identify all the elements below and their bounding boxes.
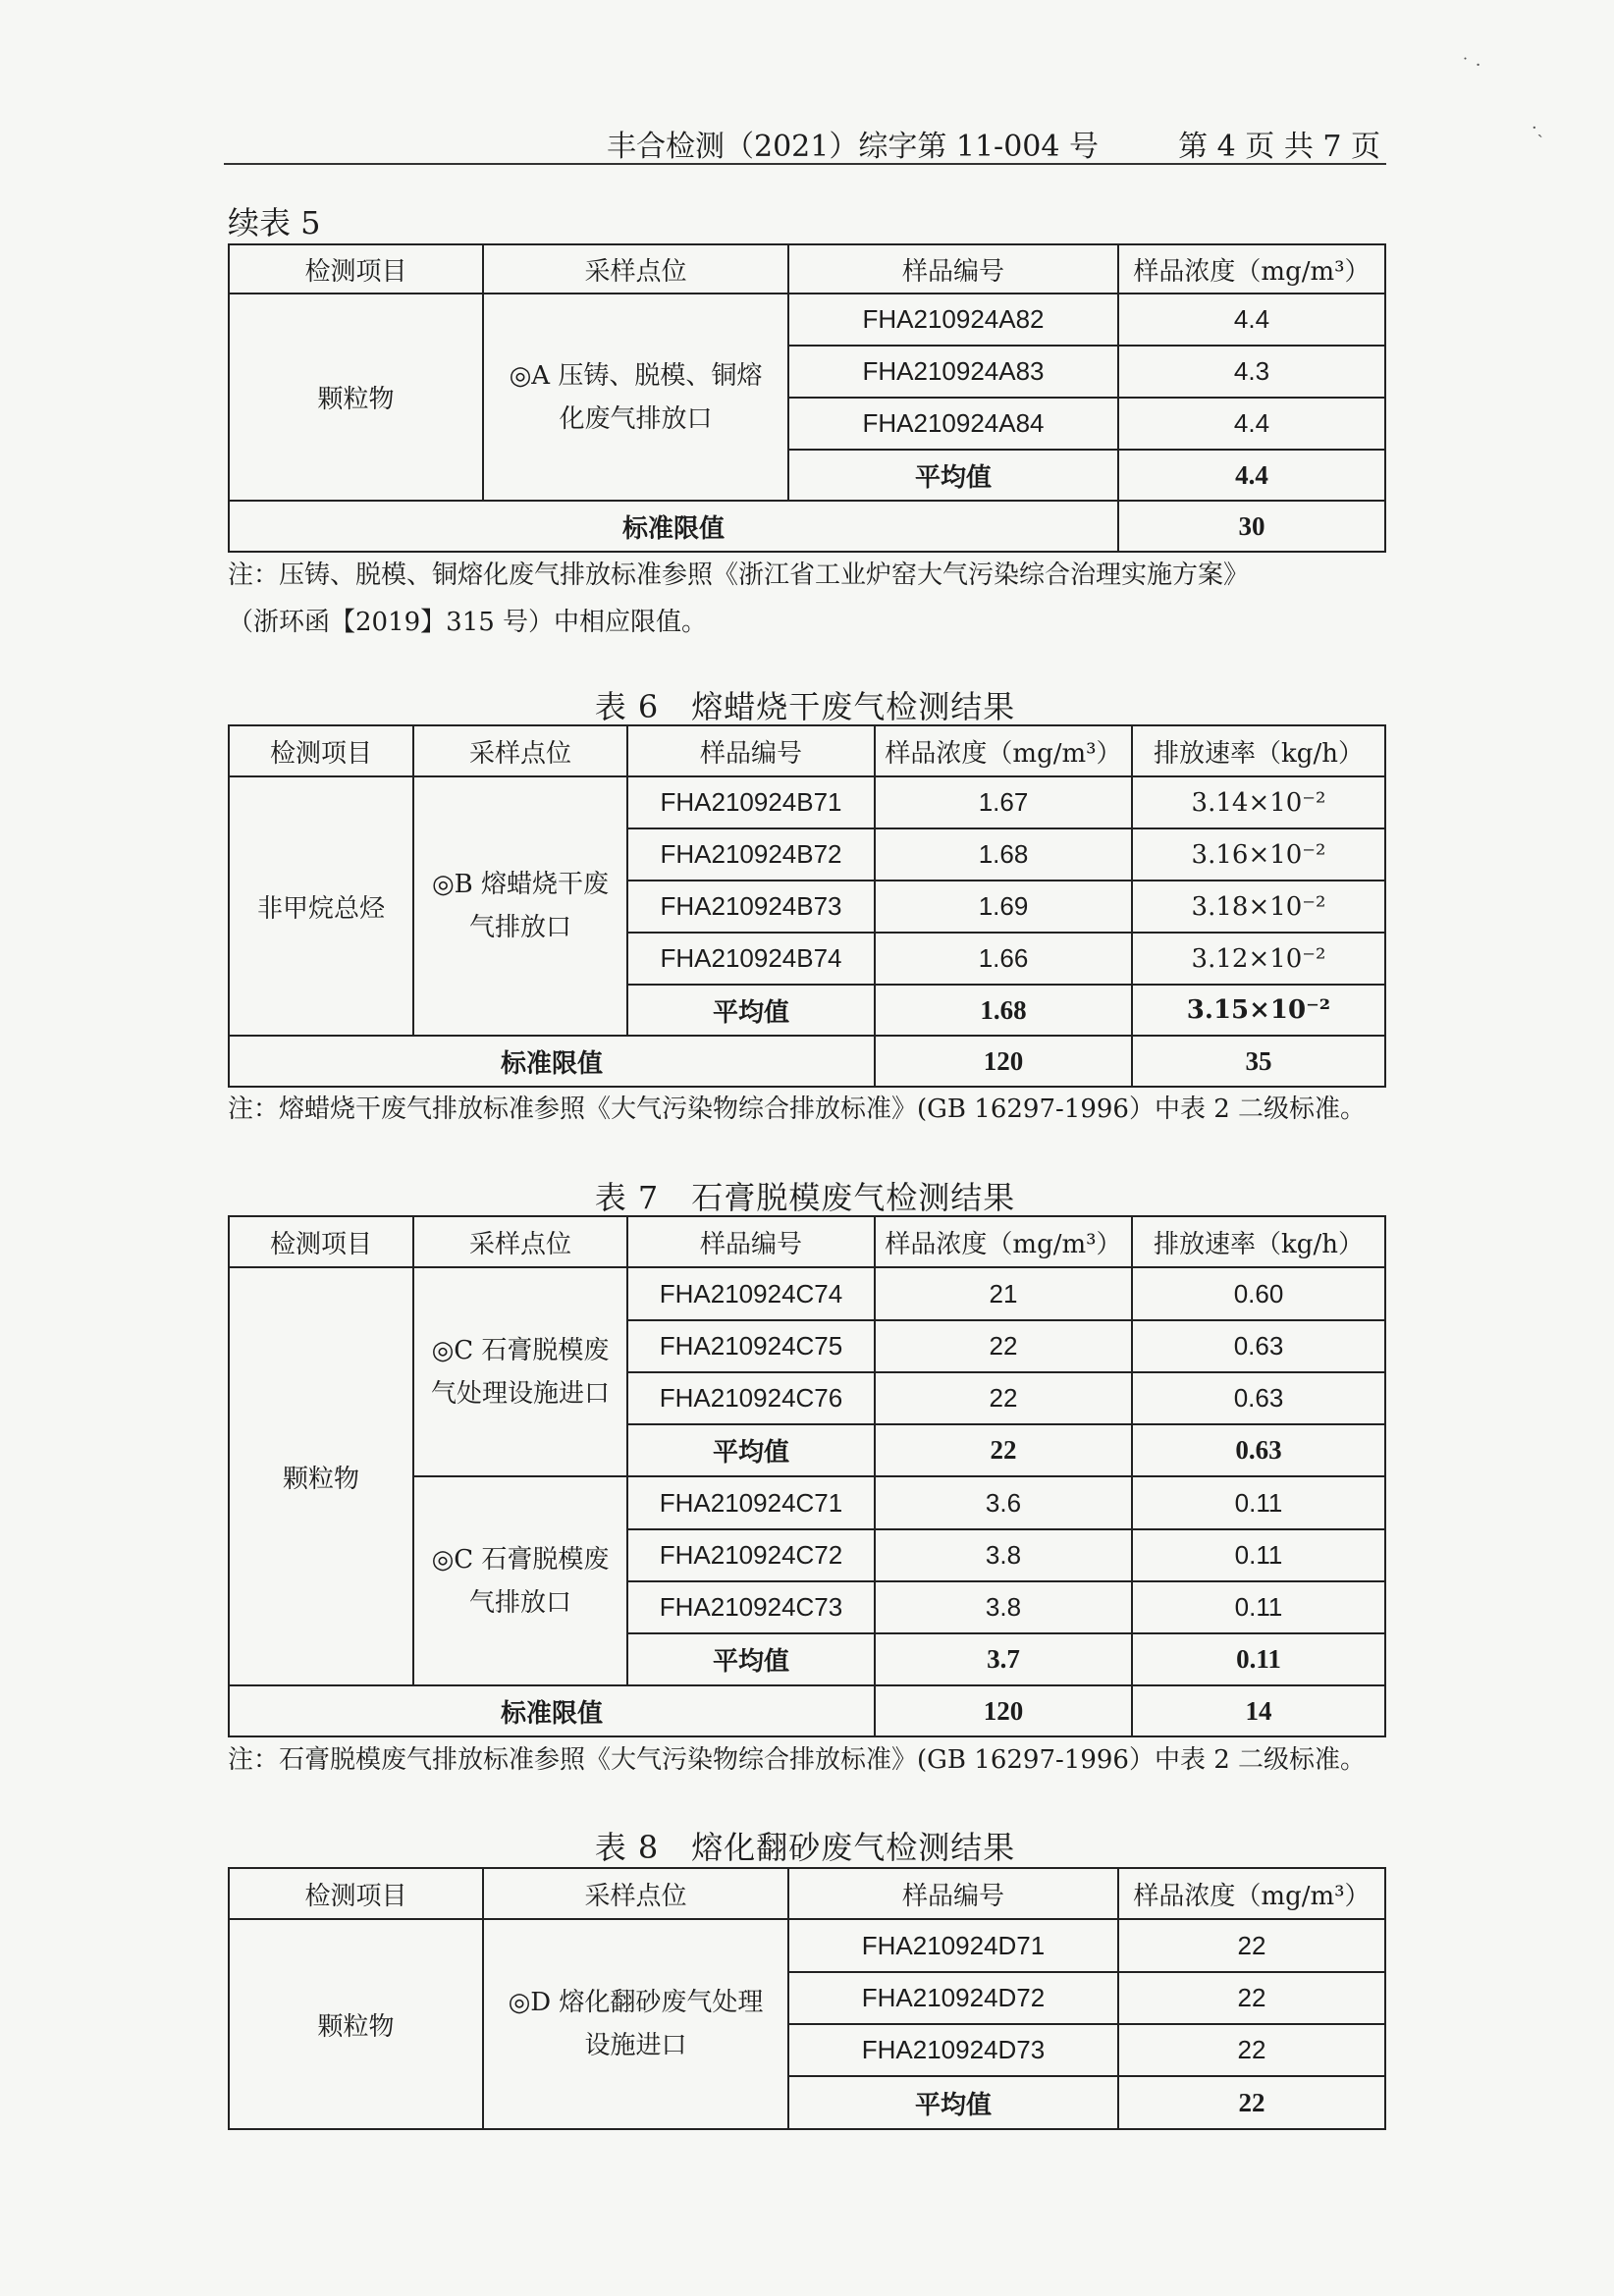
average-label: 平均值 — [788, 450, 1118, 501]
table-header-row — [229, 1868, 1385, 1919]
table8 — [228, 1867, 1386, 2130]
sampling-point-cell: ◎C 石膏脱模废气处理设施进口 — [413, 1267, 627, 1476]
average-concentration: 4.4 — [1118, 450, 1385, 501]
table5-note — [228, 552, 1396, 646]
average-concentration: 22 — [1118, 2076, 1385, 2129]
average-emission-rate: 0.63 — [1132, 1424, 1385, 1476]
header-cell: 排放速率（kg/h） — [1132, 1216, 1385, 1267]
sample-id-cell: FHA210924D72 — [788, 1972, 1118, 2024]
sample-id-cell: FHA210924D73 — [788, 2024, 1118, 2076]
sample-id-cell: FHA210924A84 — [788, 398, 1118, 450]
table-row — [229, 1267, 1385, 1320]
header-cell: 检测项目 — [229, 1216, 413, 1267]
sample-id-cell: FHA210924A82 — [788, 294, 1118, 346]
average-concentration: 1.68 — [875, 985, 1132, 1036]
limit-concentration: 120 — [875, 1036, 1132, 1087]
concentration-cell: 22 — [1118, 1919, 1385, 1972]
table-header-row — [229, 244, 1385, 294]
sampling-point-cell: ◎B 熔蜡烧干废气排放口 — [413, 776, 627, 1036]
header-cell: 排放速率（kg/h） — [1132, 725, 1385, 776]
sample-id-cell: FHA210924B74 — [627, 933, 875, 985]
sample-id-cell: FHA210924C76 — [627, 1372, 875, 1424]
note-line: 注：压铸、脱模、铜熔化废气排放标准参照《浙江省工业炉窑大气污染综合治理实施方案》 — [228, 561, 1250, 590]
sampling-point-cell: ◎C 石膏脱模废气排放口 — [413, 1476, 627, 1685]
limit-label: 标准限值 — [229, 1036, 875, 1087]
limit-row — [229, 501, 1385, 552]
table-row — [229, 776, 1385, 828]
emission-rate-cell: 3.16×10⁻² — [1132, 828, 1385, 881]
header-cell: 采样点位 — [483, 1868, 788, 1919]
sampling-point-cell: ◎D 熔化翻砂废气处理设施进口 — [483, 1919, 788, 2129]
limit-emission-rate: 35 — [1132, 1036, 1385, 1087]
header-cell: 样品浓度（mg/m³） — [1118, 244, 1385, 294]
header-cell: 检测项目 — [229, 725, 413, 776]
sample-id-cell: FHA210924C71 — [627, 1476, 875, 1529]
concentration-cell: 22 — [875, 1372, 1132, 1424]
table5 — [228, 243, 1386, 553]
table5-caption: 续表 5 — [228, 204, 321, 241]
sample-id-cell: FHA210924C72 — [627, 1529, 875, 1581]
limit-concentration: 30 — [1118, 501, 1385, 552]
header-cell: 采样点位 — [483, 244, 788, 294]
document-number: 丰合检测（2021）综字第 11-004 号 — [607, 130, 1099, 164]
item-cell: 颗粒物 — [229, 1919, 483, 2129]
table-header-row — [229, 1216, 1385, 1267]
emission-rate-cell: 3.12×10⁻² — [1132, 933, 1385, 985]
header-cell: 检测项目 — [229, 1868, 483, 1919]
sample-id-cell: FHA210924A83 — [788, 346, 1118, 398]
emission-rate-cell: 3.14×10⁻² — [1132, 776, 1385, 828]
table7-caption: 表 7 石膏脱模废气检测结果 — [594, 1179, 1016, 1216]
emission-rate-cell: 0.11 — [1132, 1581, 1385, 1633]
table7 — [228, 1215, 1386, 1737]
concentration-cell: 1.67 — [875, 776, 1132, 828]
limit-emission-rate: 14 — [1132, 1685, 1385, 1736]
header-cell: 样品浓度（mg/m³） — [875, 1216, 1132, 1267]
table-header-row — [229, 725, 1385, 776]
emission-rate-cell: 3.18×10⁻² — [1132, 881, 1385, 933]
sample-id-cell: FHA210924B72 — [627, 828, 875, 881]
concentration-cell: 22 — [875, 1320, 1132, 1372]
header-cell: 采样点位 — [413, 725, 627, 776]
average-label: 平均值 — [627, 1424, 875, 1476]
concentration-cell: 1.66 — [875, 933, 1132, 985]
sample-id-cell: FHA210924D71 — [788, 1919, 1118, 1972]
page-number: 第 4 页 共 7 页 — [1178, 130, 1380, 164]
item-cell: 非甲烷总烃 — [229, 776, 413, 1036]
average-emission-rate: 3.15×10⁻² — [1132, 985, 1385, 1036]
table-row — [229, 1919, 1385, 1972]
emission-rate-cell: 0.11 — [1132, 1529, 1385, 1581]
table8-caption: 表 8 熔化翻砂废气检测结果 — [594, 1829, 1016, 1866]
table6-note: 注：熔蜡烧干废气排放标准参照《大气污染物综合排放标准》(GB 16297-1996）中表 2 二级标准。 — [228, 1095, 1367, 1124]
header-cell: 检测项目 — [229, 244, 483, 294]
header-cell: 样品浓度（mg/m³） — [875, 725, 1132, 776]
sample-id-cell: FHA210924B71 — [627, 776, 875, 828]
concentration-cell: 4.3 — [1118, 346, 1385, 398]
emission-rate-cell: 0.63 — [1132, 1320, 1385, 1372]
sample-id-cell: FHA210924C74 — [627, 1267, 875, 1320]
concentration-cell: 3.8 — [875, 1581, 1132, 1633]
sample-id-cell: FHA210924C73 — [627, 1581, 875, 1633]
table6 — [228, 724, 1386, 1088]
emission-rate-cell: 0.11 — [1132, 1476, 1385, 1529]
sample-id-cell: FHA210924C75 — [627, 1320, 875, 1372]
limit-concentration: 120 — [875, 1685, 1132, 1736]
emission-rate-cell: 0.63 — [1132, 1372, 1385, 1424]
average-concentration: 22 — [875, 1424, 1132, 1476]
table-row — [229, 294, 1385, 346]
concentration-cell: 1.69 — [875, 881, 1132, 933]
header-cell: 样品编号 — [627, 725, 875, 776]
emission-rate-cell: 0.60 — [1132, 1267, 1385, 1320]
concentration-cell: 3.6 — [875, 1476, 1132, 1529]
sampling-point-cell: ◎A 压铸、脱模、铜熔化废气排放口 — [483, 294, 788, 501]
limit-row — [229, 1036, 1385, 1087]
average-emission-rate: 0.11 — [1132, 1633, 1385, 1685]
concentration-cell: 1.68 — [875, 828, 1132, 881]
sample-id-cell: FHA210924B73 — [627, 881, 875, 933]
limit-row — [229, 1685, 1385, 1736]
limit-label: 标准限值 — [229, 1685, 875, 1736]
header-cell: 采样点位 — [413, 1216, 627, 1267]
header-cell: 样品编号 — [788, 244, 1118, 294]
scan-speck: ·ˏ — [1532, 118, 1543, 138]
header-cell: 样品浓度（mg/m³） — [1118, 1868, 1385, 1919]
concentration-cell: 4.4 — [1118, 294, 1385, 346]
concentration-cell: 22 — [1118, 1972, 1385, 2024]
scan-speck: ˙ · — [1461, 55, 1481, 76]
average-label: 平均值 — [627, 1633, 875, 1685]
header-cell: 样品编号 — [788, 1868, 1118, 1919]
concentration-cell: 4.4 — [1118, 398, 1385, 450]
concentration-cell: 3.8 — [875, 1529, 1132, 1581]
item-cell: 颗粒物 — [229, 1267, 413, 1685]
header-cell: 样品编号 — [627, 1216, 875, 1267]
table6-caption: 表 6 熔蜡烧干废气检测结果 — [594, 688, 1016, 725]
table7-note: 注：石膏脱模废气排放标准参照《大气污染物综合排放标准》(GB 16297-1996）中表 2 二级标准。 — [228, 1745, 1367, 1775]
average-label: 平均值 — [627, 985, 875, 1036]
page-header — [224, 116, 1386, 165]
limit-label: 标准限值 — [229, 501, 1118, 552]
average-label: 平均值 — [788, 2076, 1118, 2129]
concentration-cell: 22 — [1118, 2024, 1385, 2076]
average-concentration: 3.7 — [875, 1633, 1132, 1685]
note-line: （浙环函【2019】315 号）中相应限值。 — [228, 608, 708, 637]
concentration-cell: 21 — [875, 1267, 1132, 1320]
item-cell: 颗粒物 — [229, 294, 483, 501]
